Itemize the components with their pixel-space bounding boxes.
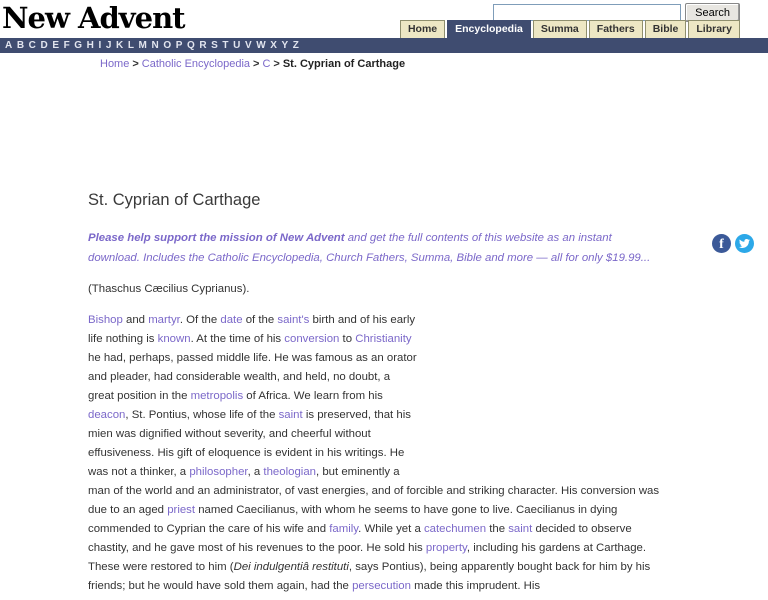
- alphabet-letter-d[interactable]: D: [40, 40, 48, 51]
- alphabet-letter-h[interactable]: H: [86, 40, 94, 51]
- inline-link[interactable]: martyr: [148, 314, 180, 326]
- twitter-bird-glyph: [739, 238, 750, 249]
- inline-link[interactable]: saint: [278, 409, 303, 421]
- alphabet-letter-z[interactable]: Z: [292, 40, 299, 51]
- ad-placeholder: [418, 311, 666, 482]
- inline-link[interactable]: persecution: [352, 580, 411, 592]
- tab-encyclopedia[interactable]: Encyclopedia: [447, 20, 531, 38]
- alphabet-letter-x[interactable]: X: [270, 40, 277, 51]
- inline-text: the: [486, 523, 509, 535]
- inline-text: . While yet a: [358, 523, 424, 535]
- breadcrumb-item[interactable]: C: [262, 58, 271, 70]
- inline-link[interactable]: saint: [508, 523, 533, 535]
- breadcrumb-separator: >: [253, 58, 260, 70]
- share-widget: [712, 234, 754, 253]
- inline-link[interactable]: metropolis: [190, 390, 244, 402]
- article: [88, 190, 666, 596]
- tab-bible[interactable]: Bible: [645, 20, 687, 38]
- tab-summa[interactable]: Summa: [533, 20, 587, 38]
- inline-link[interactable]: family: [329, 523, 359, 535]
- inline-text: he had, perhaps, passed middle life. He was famous as an orator and pleader, had considerable wealth, and held, no doubt, a great position in the: [88, 352, 417, 402]
- inline-link[interactable]: property: [425, 542, 467, 554]
- alphabet-letter-c[interactable]: C: [28, 40, 36, 51]
- inline-link[interactable]: date: [220, 314, 243, 326]
- alphabet-letter-p[interactable]: P: [175, 40, 183, 51]
- twitter-icon[interactable]: [735, 234, 754, 253]
- inline-text: , a: [247, 466, 264, 478]
- inline-text: , says Pontius), being apparently bought back for him by his friends; but he would have sold them again, had the: [88, 561, 651, 592]
- alphabet-letter-j[interactable]: J: [105, 40, 112, 51]
- inline-link[interactable]: deacon: [88, 409, 126, 421]
- facebook-f-glyph: f: [719, 237, 724, 252]
- inline-text: , but eminently a man of the world and an administrator, of vast energies, and of forcible and striking character. His conversion was due to an aged: [88, 466, 660, 516]
- breadcrumb-item[interactable]: Home: [100, 58, 130, 70]
- breadcrumb-item[interactable]: Catholic Encyclopedia: [141, 58, 251, 70]
- alphabet-letter-k[interactable]: K: [116, 40, 124, 51]
- ad-banner-space: [0, 70, 768, 190]
- inline-text: decided to observe chastity, and he gave most of his revenues to the poor. He sold his: [88, 523, 632, 554]
- search-button[interactable]: Search: [685, 3, 740, 22]
- inline-link[interactable]: conversion: [284, 333, 340, 345]
- inline-text: , including his gardens at Carthage. These were restored to him (: [88, 542, 647, 573]
- article-body: [88, 311, 666, 596]
- alphabet-letter-s[interactable]: S: [211, 40, 218, 51]
- alphabet-letter-e[interactable]: E: [52, 40, 59, 51]
- inline-text: made this imprudent. His: [410, 580, 541, 592]
- inline-link[interactable]: philosopher: [189, 466, 248, 478]
- inline-text: to: [339, 333, 356, 345]
- search-input[interactable]: [493, 4, 681, 21]
- alphabet-letter-o[interactable]: O: [163, 40, 172, 51]
- inline-link[interactable]: theologian: [263, 466, 316, 478]
- site-header: [0, 0, 768, 38]
- inline-text: birth and of his early life nothing is: [88, 314, 416, 345]
- inline-text: , St. Pontius, whose life of the: [125, 409, 279, 421]
- alphabet-letter-u[interactable]: U: [233, 40, 241, 51]
- facebook-icon[interactable]: [712, 234, 731, 253]
- tab-home[interactable]: Home: [400, 20, 445, 38]
- inline-text: of Africa. We learn from his: [243, 390, 383, 402]
- inline-text: is preserved, that his mien was dignified without severity, and cheerful without effusiveness. His gift of eloquence is evident in his writings. He was not a thinker, a: [88, 409, 411, 478]
- alphabet-letter-v[interactable]: V: [244, 40, 252, 51]
- inline-text: of the: [242, 314, 278, 326]
- inline-link[interactable]: catechumen: [423, 523, 487, 535]
- nav-tabs: [400, 20, 740, 38]
- breadcrumb-separator: >: [132, 58, 139, 70]
- support-note: [88, 228, 666, 268]
- breadcrumb-separator: >: [273, 58, 280, 70]
- inline-text: and: [122, 314, 149, 326]
- inline-link[interactable]: known: [157, 333, 191, 345]
- alphabet-letter-f[interactable]: F: [63, 40, 70, 51]
- inline-link[interactable]: priest: [167, 504, 196, 516]
- inline-link[interactable]: Christianity: [355, 333, 412, 345]
- inline-text: named Caecilianus, with whom he seems to have gone to live. Caecilianus in dying commended to Cyprian the care of his wife and: [88, 504, 618, 535]
- alphabet-letter-n[interactable]: N: [151, 40, 159, 51]
- inline-link[interactable]: Please help support the mission of New Advent: [88, 232, 345, 244]
- alphabet-letter-m[interactable]: M: [138, 40, 147, 51]
- inline-italic-text: Dei indulgentiâ restituti: [233, 561, 349, 573]
- alphabet-letter-l[interactable]: L: [127, 40, 134, 51]
- alphabet-letter-w[interactable]: W: [256, 40, 266, 51]
- inline-link[interactable]: saint's: [277, 314, 310, 326]
- alphabet-letter-t[interactable]: T: [222, 40, 229, 51]
- tab-fathers[interactable]: Fathers: [589, 20, 643, 38]
- inline-text: and get the full contents of this website as an instant download. Includes the Catholic Encyclopedia, Church Fathers, Summa, Bible and more — all for only $19.99...: [88, 232, 651, 264]
- inline-text: . Of the: [179, 314, 221, 326]
- alphabet-letter-q[interactable]: Q: [186, 40, 195, 51]
- alphabet-letter-i[interactable]: I: [98, 40, 102, 51]
- latin-name-line: (Thaschus Cæcilius Cyprianus).: [88, 283, 250, 295]
- alphabet-letter-a[interactable]: A: [5, 40, 13, 51]
- alphabet-letter-y[interactable]: Y: [281, 40, 289, 51]
- alphabet-nav: [0, 38, 768, 53]
- site-logo[interactable]: New Advent: [2, 1, 185, 35]
- alphabet-letter-g[interactable]: G: [74, 40, 83, 51]
- inline-text: . At the time of his: [190, 333, 285, 345]
- breadcrumb: [0, 53, 768, 70]
- alphabet-letter-b[interactable]: B: [16, 40, 25, 51]
- alphabet-letter-r[interactable]: R: [199, 40, 207, 51]
- breadcrumb-item: St. Cyprian of Carthage: [282, 58, 406, 70]
- page-title: St. Cyprian of Carthage: [88, 191, 261, 209]
- tab-library[interactable]: Library: [688, 20, 740, 38]
- inline-link[interactable]: Bishop: [88, 314, 123, 326]
